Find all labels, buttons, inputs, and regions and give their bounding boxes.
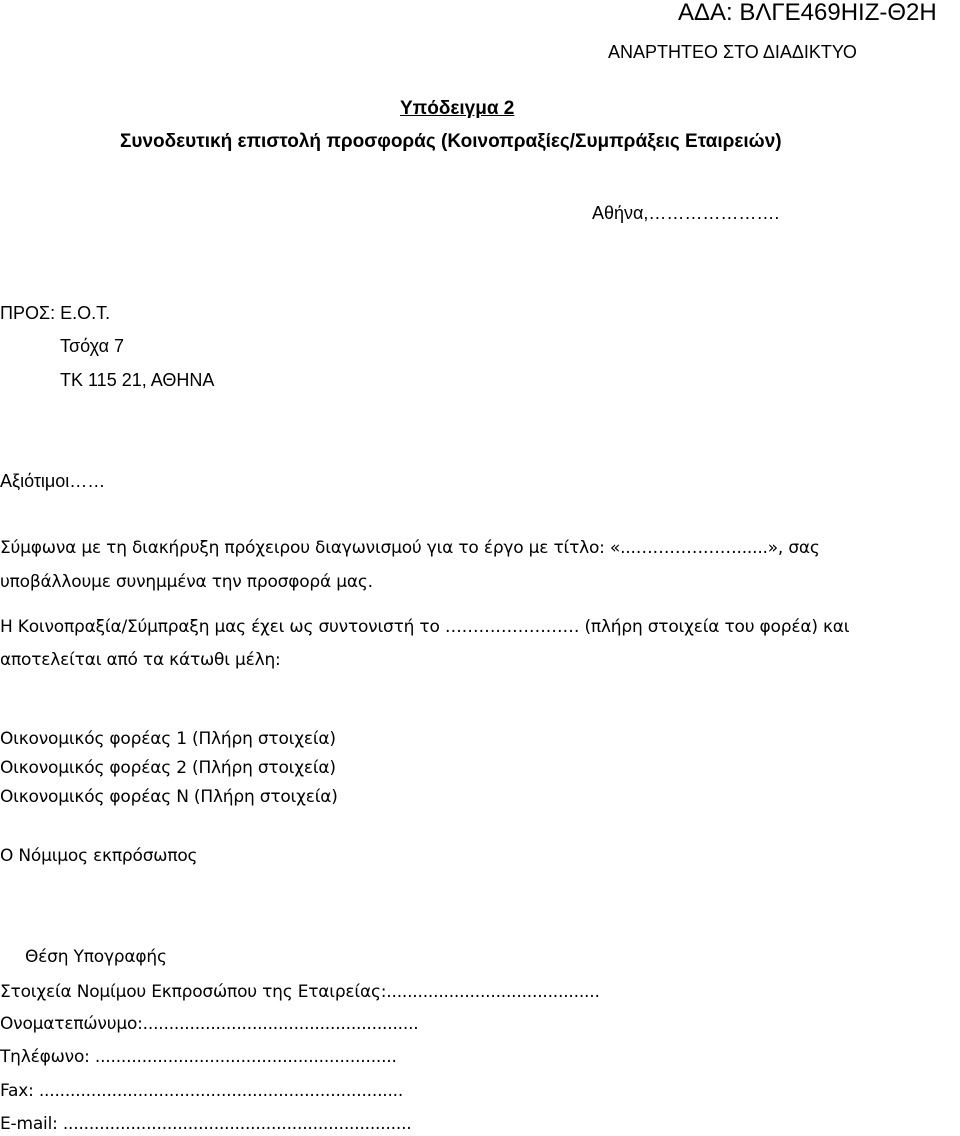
ada-code: ΑΔΑ: ΒΛΓΕ469ΗΙΖ-Θ2Η: [678, 0, 937, 26]
signature-label: Θέση Υπογραφής: [25, 947, 167, 967]
salutation: Αξιότιμοι……: [0, 471, 106, 491]
rep-fax-field: Fax: ......................................................................: [0, 1081, 404, 1101]
sample-title: Υπόδειγμα 2: [400, 98, 515, 119]
recipient-street: Τσόχα 7: [60, 336, 125, 356]
paragraph-1-line-2: υποβάλλουμε συνημμένα την προσφορά μας.: [0, 572, 373, 592]
member-item: Οικονομικός φορέας 1 (Πλήρη στοιχεία): [0, 729, 336, 749]
rep-name-field: Ονοματεπώνυμο:.....................................................: [0, 1014, 419, 1034]
rep-email-field: E-mail: ...................................................................: [0, 1114, 412, 1134]
member-item: Οικονομικός φορέας Ν (Πλήρη στοιχεία): [0, 787, 338, 807]
rep-phone-field: Τηλέφωνο: ..........................................................: [0, 1047, 397, 1067]
letter-subject: Συνοδευτική επιστολή προσφοράς (Κοινοπραξίες/Συμπράξεις Εταιρειών): [120, 131, 782, 152]
paragraph-1-line-1: Σύμφωνα με τη διακήρυξη πρόχειρου διαγωνισμού για το έργο με τίτλο: «...………………......», σας: [0, 538, 820, 558]
paragraph-2-line-2: αποτελείται από τα κάτωθι μέλη:: [0, 650, 281, 670]
place-date: Αθήνα,………………….: [592, 203, 780, 223]
representative-label: Ο Νόμιμος εκπρόσωπος: [0, 846, 198, 866]
paragraph-2-line-1: Η Κοινοπραξία/Σύμπραξη μας έχει ως συντονιστή το …………………… (πλήρη στοιχεία του φορέα) και: [0, 617, 850, 637]
recipient-postal: ΤΚ 115 21, ΑΘΗΝΑ: [60, 370, 215, 390]
recipient-to: ΠΡΟΣ: Ε.Ο.Τ.: [0, 303, 111, 323]
posted-notice: ΑΝΑΡΤΗΤΕΟ ΣΤΟ ΔΙΑΔΙΚΤΥΟ: [608, 42, 857, 62]
rep-details-heading: Στοιχεία Νομίμου Εκπροσώπου της Εταιρείας:.........................................: [0, 982, 600, 1002]
member-item: Οικονομικός φορέας 2 (Πλήρη στοιχεία): [0, 758, 336, 778]
